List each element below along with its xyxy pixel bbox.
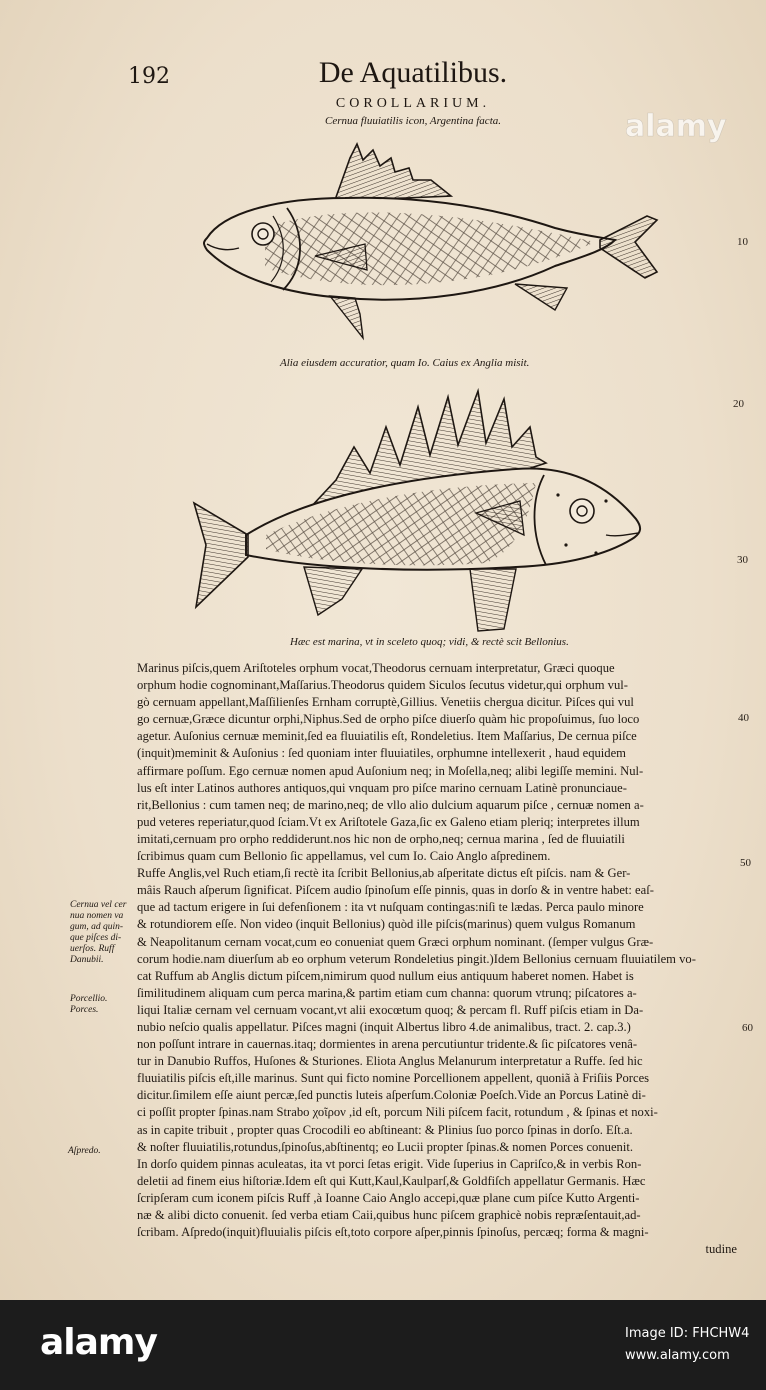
text-line: que ad tactum erigere in ſui defenſionem : ita vt nuſquam contingas:niſi te lædas. Perca paulo minore — [137, 900, 644, 915]
line-number-50: 50 — [740, 857, 751, 869]
page-title: De Aquatilibus. — [318, 56, 508, 89]
section-heading: COROLLARIUM. — [335, 96, 491, 111]
text-line: lus eſt inter Latinos authores antiquos,qui vnquam pro piſce marino cernuam Latinè pronunciaue- — [137, 780, 627, 795]
margin-note-porcellio: Porcellio. Porces. — [70, 994, 108, 1015]
body-text — [137, 660, 737, 1258]
text-line: cat Ruffum ab Anglis dictum piſcem,nimirum quod nullum eius antiquum haberet nomen. Habet is — [137, 968, 634, 983]
text-line: næ & alibi dicto conuenit. ſed verba etiam Caii,quibus hunc piſcem graphicè nobis repræſentauit,ad- — [137, 1208, 641, 1222]
text-line: as in capite tribuit , propter quas Crocodili eo abſtineant: & Plinius ſuo porco ſpinas in dorſo. Eſt.a. — [137, 1122, 633, 1137]
text-line: & Neapolitanum cernam vocat,cum eo conueniat quem Græci orphum nominant. (ſemper vulgus Græ- — [137, 934, 654, 949]
figure-caption-2: Alia eiusdem accuratior, quam Io. Caius ex Anglia misit. — [280, 357, 530, 369]
page-number: 192 — [128, 64, 170, 89]
text-line: rit,Bellonius : cum tamen neq; de marino,neq; de vllo alio dulcium aquarum piſce , cernuæ nomen a- — [137, 797, 644, 812]
text-line: & rotundiorem eſſe. Non video (inquit Bellonius) quòd ille piſcis(marinus) quem vulgus Romanum — [137, 917, 636, 932]
text-line: ſcripſeram cum iconem piſcis Ruff ,à Ioanne Caio Anglo accepi,quæ plane cum piſce Kutto Argenti- — [137, 1190, 640, 1205]
text-line: go cernuæ,Græce dicuntur orphi,Niphus.Sed de orpho piſce diuerſo quàm hic propoſuimus, ſuo loco — [137, 712, 640, 727]
text-line: Marinus piſcis,quem Ariſtoteles orphum vocat,Theodorus cernuam interpretatur, Græci quoque — [137, 661, 615, 675]
margin-note-cernua: Cernua vel cer nua nomen va gum, ad quin- que piſces di- uerſos. Ruff Danubii. — [70, 900, 127, 965]
fish-woodcut-orphus-marinus — [186, 385, 650, 635]
text-line: tudine — [705, 1242, 737, 1257]
line-number-30: 30 — [737, 554, 748, 566]
text-line: dicitur.ſimilem eſſe aiunt percæ,ſed punctis luteis aſperſum.Coloniæ Poeſch.Vide an Porcus Latinè di- — [137, 1088, 646, 1103]
text-line: deletii ad finem eius hiſtoriæ.Idem eſt qui Kutt,Kaul,Kaulparſ,& Goldfiſch appellatur Germanis. Hæc — [137, 1173, 646, 1188]
text-line: (inquit)meminit & Auſonius : ſed quoniam inter fluuiatiles, orphumne intellexerit , haud equidem — [137, 746, 626, 761]
figure-caption-3: Hæc est marina, vt in sceleto quoq; vidi, & rectè scit Bellonius. — [290, 636, 569, 648]
text-line: pud veteres reperiatur,quod ſciam.Vt ex Ariſtotele Gaza,ſic ex Galeno etiam pleriq; interpretes illum — [137, 814, 640, 829]
text-line: mâis Rauch aſperum ſignificat. Piſcem audio ſpinoſum eſſe pinnis, quas in dorſo & in ventre habet: eaſ- — [137, 883, 654, 898]
image-id-label: Image ID: FHCHW4 — [625, 1326, 750, 1341]
text-line: ſcribimus quam cum Bellonio ſic appellamus, vel cum Io. Caio Anglo aſpredinem. — [137, 849, 551, 864]
line-number-10: 10 — [737, 236, 748, 248]
text-line: ſcribam. Aſpredo(inquit)fluuialis piſcis eſt,toto corpore aſper,pinnis ſpinoſus, percæq; forma & magni- — [137, 1225, 649, 1240]
line-number-40: 40 — [738, 712, 749, 724]
figure-caption-1: Cernua fluuiatilis icon, Argentina facta. — [325, 115, 501, 127]
text-line: & noſter fluuiatilis,rotundus,ſpinoſus,abſtinentq; eo Lucii propter ſpinas.& nomen Porces conuenit. — [137, 1139, 633, 1154]
text-line: liqui Italiæ cernam vel cernuam vocant,vt alii exocœtum quoq; & percam fl. Ruff piſcis etiam in Da- — [137, 1002, 644, 1017]
line-number-60: 60 — [742, 1022, 753, 1034]
text-line: imitati,cernuam pro orpho reddiderunt.nos hic non de orpho,neq; cernua marina , ſed de fluuiatili — [137, 831, 625, 846]
text-line: orphum hodie cognominant,Maſſarius.Theodorus quidem Siculos ſecutus videtur,qui orphum vul- — [137, 678, 628, 693]
text-line: non poſſunt intrare in cauernas.itaq; dormientes in arena percutiuntur tridente.& ſic piſcatores venâ- — [137, 1037, 638, 1052]
text-line: ſimilitudinem aliquam cum perca marina,& partim etiam cum channa: quorum vtrunq; piſcatores a- — [137, 985, 637, 1000]
image-url-label: www.alamy.com — [625, 1348, 730, 1363]
text-line: tur in Danubio Ruffos, Huſones & Sturiones. Eliota Anglus Melanurum interpretatur a Ruffe. ſed hic — [137, 1054, 643, 1069]
text-line: ci poſſit propter ſpinas.nam Strabo χοῖρον ,id eſt, porcum Nili piſcem facit, rotundum , & ſpinas et noxi- — [137, 1105, 658, 1120]
text-line: gò cernuam appellant,Maſſilienſes Ernham corruptè,Gillius. Venetiis chergua dicitur. Piſces qui vul — [137, 695, 634, 710]
text-line: corum hodie.nam diuerſum ab eo orphum veterum Rondeletius pingit.)Idem Bellonius cernuam fluuiatilem vo- — [137, 951, 696, 966]
margin-note-aspredo: Aſpredo. — [68, 1146, 101, 1156]
alamy-logo: alamy — [40, 1322, 157, 1363]
text-line: agetur. Auſonius cernuæ meminit,ſed ea fluuiatilis eſt, Rondeletius. Item Maſſarius, De cernua piſce — [137, 729, 637, 744]
text-line: nubio neſcio qualis appellatur. Piſces magni (inquit Albertus libro 4.de animalibus, tract. 2. cap.3.) — [137, 1019, 631, 1034]
text-line: In dorſo quidem pinnas aculeatas, ita vt porci ſetas erigit. Vide ſuperius in Capriſco,& in verbis Ron- — [137, 1156, 642, 1171]
svg-text:alamy: alamy — [625, 109, 727, 144]
text-line: affirmare poſſum. Ego cernuæ nomen apud Auſonium neq; in Moſella,neq; alibi legiſſe memini. Nul- — [137, 763, 644, 778]
fish-woodcut-cernua-fluviatilis — [195, 138, 665, 354]
text-line: Ruffe Anglis,vel Ruch etiam,ſi rectè ita ſcribit Bellonius,ab aſperitate dictus eſt piſcis. nam & Ger- — [137, 866, 631, 881]
line-number-20: 20 — [733, 398, 744, 410]
text-line: fluuiatilis piſcis eſt,ille marinus. Sunt qui ficto nomine Porcellionem appellent, quoniã à Friſiis Porces — [137, 1071, 650, 1086]
